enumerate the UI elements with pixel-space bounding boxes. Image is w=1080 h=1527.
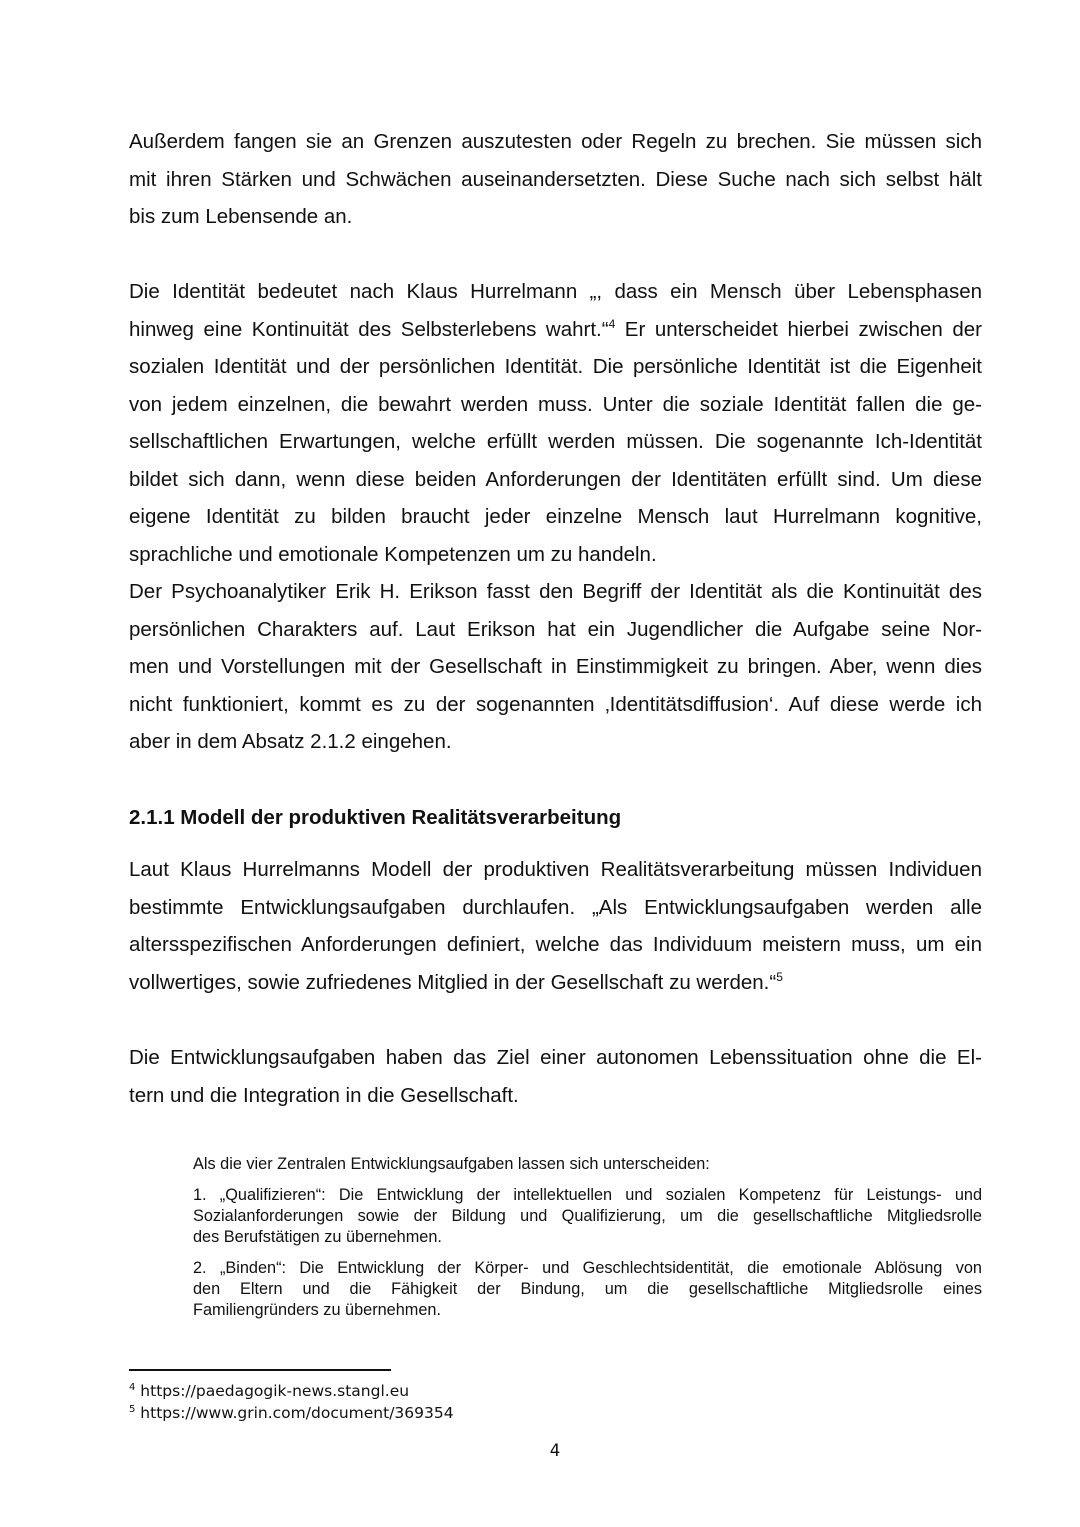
footnote-number: 5 (129, 1403, 136, 1415)
text-line: sellschaftlichen Erwartungen, welche erfüllt werden müssen. Die sogenannte Ich-Identität (129, 430, 982, 453)
text-line: sprachliche und emotionale Kompetenzen um zu handeln. (129, 542, 657, 566)
quote-item-binden (193, 1258, 982, 1321)
section-heading: 2.1.1 Modell der produktiven Realitätsverarbeitung (129, 806, 622, 829)
text-line: persönlichen Charakters auf. Laut Erikson hat ein Jugendlicher die Aufgabe seine Nor- (129, 617, 982, 641)
footnote-ref-5: 5 (776, 969, 783, 984)
text-segment: vollwertiges, sowie zufriedenes Mitglied in der Gesellschaft zu werden.“ (129, 970, 777, 994)
text-line: Die Identität bedeutet nach Klaus Hurrelmann „, dass ein Mensch über Lebensphasen (129, 280, 982, 303)
paragraph-5 (129, 1039, 982, 1114)
paragraph-4 (129, 851, 982, 1001)
text-segment: Er unterscheidet hierbei zwischen der (615, 317, 982, 341)
text-line: bis zum Lebensende an. (129, 205, 353, 228)
page-number: 4 (549, 1441, 561, 1460)
paragraph-2 (129, 273, 982, 573)
quote-intro (193, 1154, 982, 1175)
text-line: tern und die Integration in die Gesellschaft. (129, 1083, 519, 1107)
paragraph-3 (129, 573, 982, 761)
text-line: bildet sich dann, wenn diese beiden Anforderungen der Identitäten erfüllt sind. Um diese (129, 467, 982, 491)
text-line: Sozialanforderungen sowie der Bildung und Qualifizierung, um die gesellschaftliche Mitgliedsrolle (193, 1207, 982, 1225)
text-line: mit ihren Stärken und Schwächen auseinandersetzten. Diese Suche nach sich selbst hält (129, 167, 982, 191)
text-line: bestimmte Entwicklungsaufgaben durchlaufen. „Als Entwicklungsaufgaben werden alle (129, 895, 982, 919)
text-line: den Eltern und die Fähigkeit der Bindung, um die gesellschaftliche Mitgliedsrolle eines (193, 1280, 982, 1298)
footnote-link: https://paedagogik-news.stangl.eu (135, 1382, 410, 1400)
text-line: Laut Klaus Hurrelmanns Modell der produktiven Realitätsverarbeitung müssen Individuen (129, 858, 982, 881)
text-line: eigene Identität zu bilden braucht jeder einzelne Mensch laut Hurrelmann kognitive, (129, 505, 982, 528)
text-line: nicht funktioniert, kommt es zu der sogenannten ‚Identitätsdiffusion‘. Auf diese werde ich (129, 692, 982, 716)
text-segment: hinweg eine Kontinuität des Selbsterlebens wahrt.“ (129, 317, 609, 341)
text-line: 1. „Qualifizieren“: Die Entwicklung der intellektuellen und sozialen Kompetenz für Leistungs- und (193, 1186, 982, 1204)
footnote-divider (129, 1369, 391, 1371)
text-line: men und Vorstellungen mit der Gesellschaft in Einstimmigkeit zu bringen. Aber, wenn dies (129, 655, 982, 678)
footnote-ref-4: 4 (608, 316, 616, 331)
quote-item-qualifizieren (193, 1185, 982, 1248)
text-line: Als die vier Zentralen Entwicklungsaufgaben lassen sich unterscheiden: (193, 1155, 710, 1173)
text-line: aber in dem Absatz 2.1.2 eingehen. (129, 730, 452, 753)
text-line: altersspezifischen Anforderungen definiert, welche das Individuum meistern muss, um ein (129, 933, 982, 956)
text-line: von jedem einzelnen, die bewahrt werden muss. Unter die soziale Identität fallen die ge- (129, 392, 982, 416)
footnote-5 (129, 1404, 454, 1422)
text-line: Familiengründers zu übernehmen. (193, 1301, 441, 1319)
text-line: 2. „Binden“: Die Entwicklung der Körper- und Geschlechtsidentität, die emotionale Ablösung von (193, 1259, 982, 1277)
text-line: des Berufstätigen zu übernehmen. (193, 1228, 442, 1246)
text-line: sozialen Identität und der persönlichen Identität. Die persönliche Identität ist die Eigenheit (129, 355, 982, 378)
text-line (129, 311, 982, 349)
footnote-number: 4 (129, 1381, 136, 1393)
footnote-4 (129, 1382, 409, 1400)
paragraph-1 (129, 123, 982, 236)
text-line: Außerdem fangen sie an Grenzen auszutesten oder Regeln zu brechen. Sie müssen sich (129, 130, 982, 153)
text-line: Die Entwicklungsaufgaben haben das Ziel einer autonomen Lebenssituation ohne die El- (129, 1046, 982, 1069)
footnote-link: https://www.grin.com/document/369354 (135, 1404, 454, 1422)
text-line: Der Psychoanalytiker Erik H. Erikson fasst den Begriff der Identität als die Kontinuität des (129, 580, 982, 603)
text-line (129, 964, 982, 1002)
